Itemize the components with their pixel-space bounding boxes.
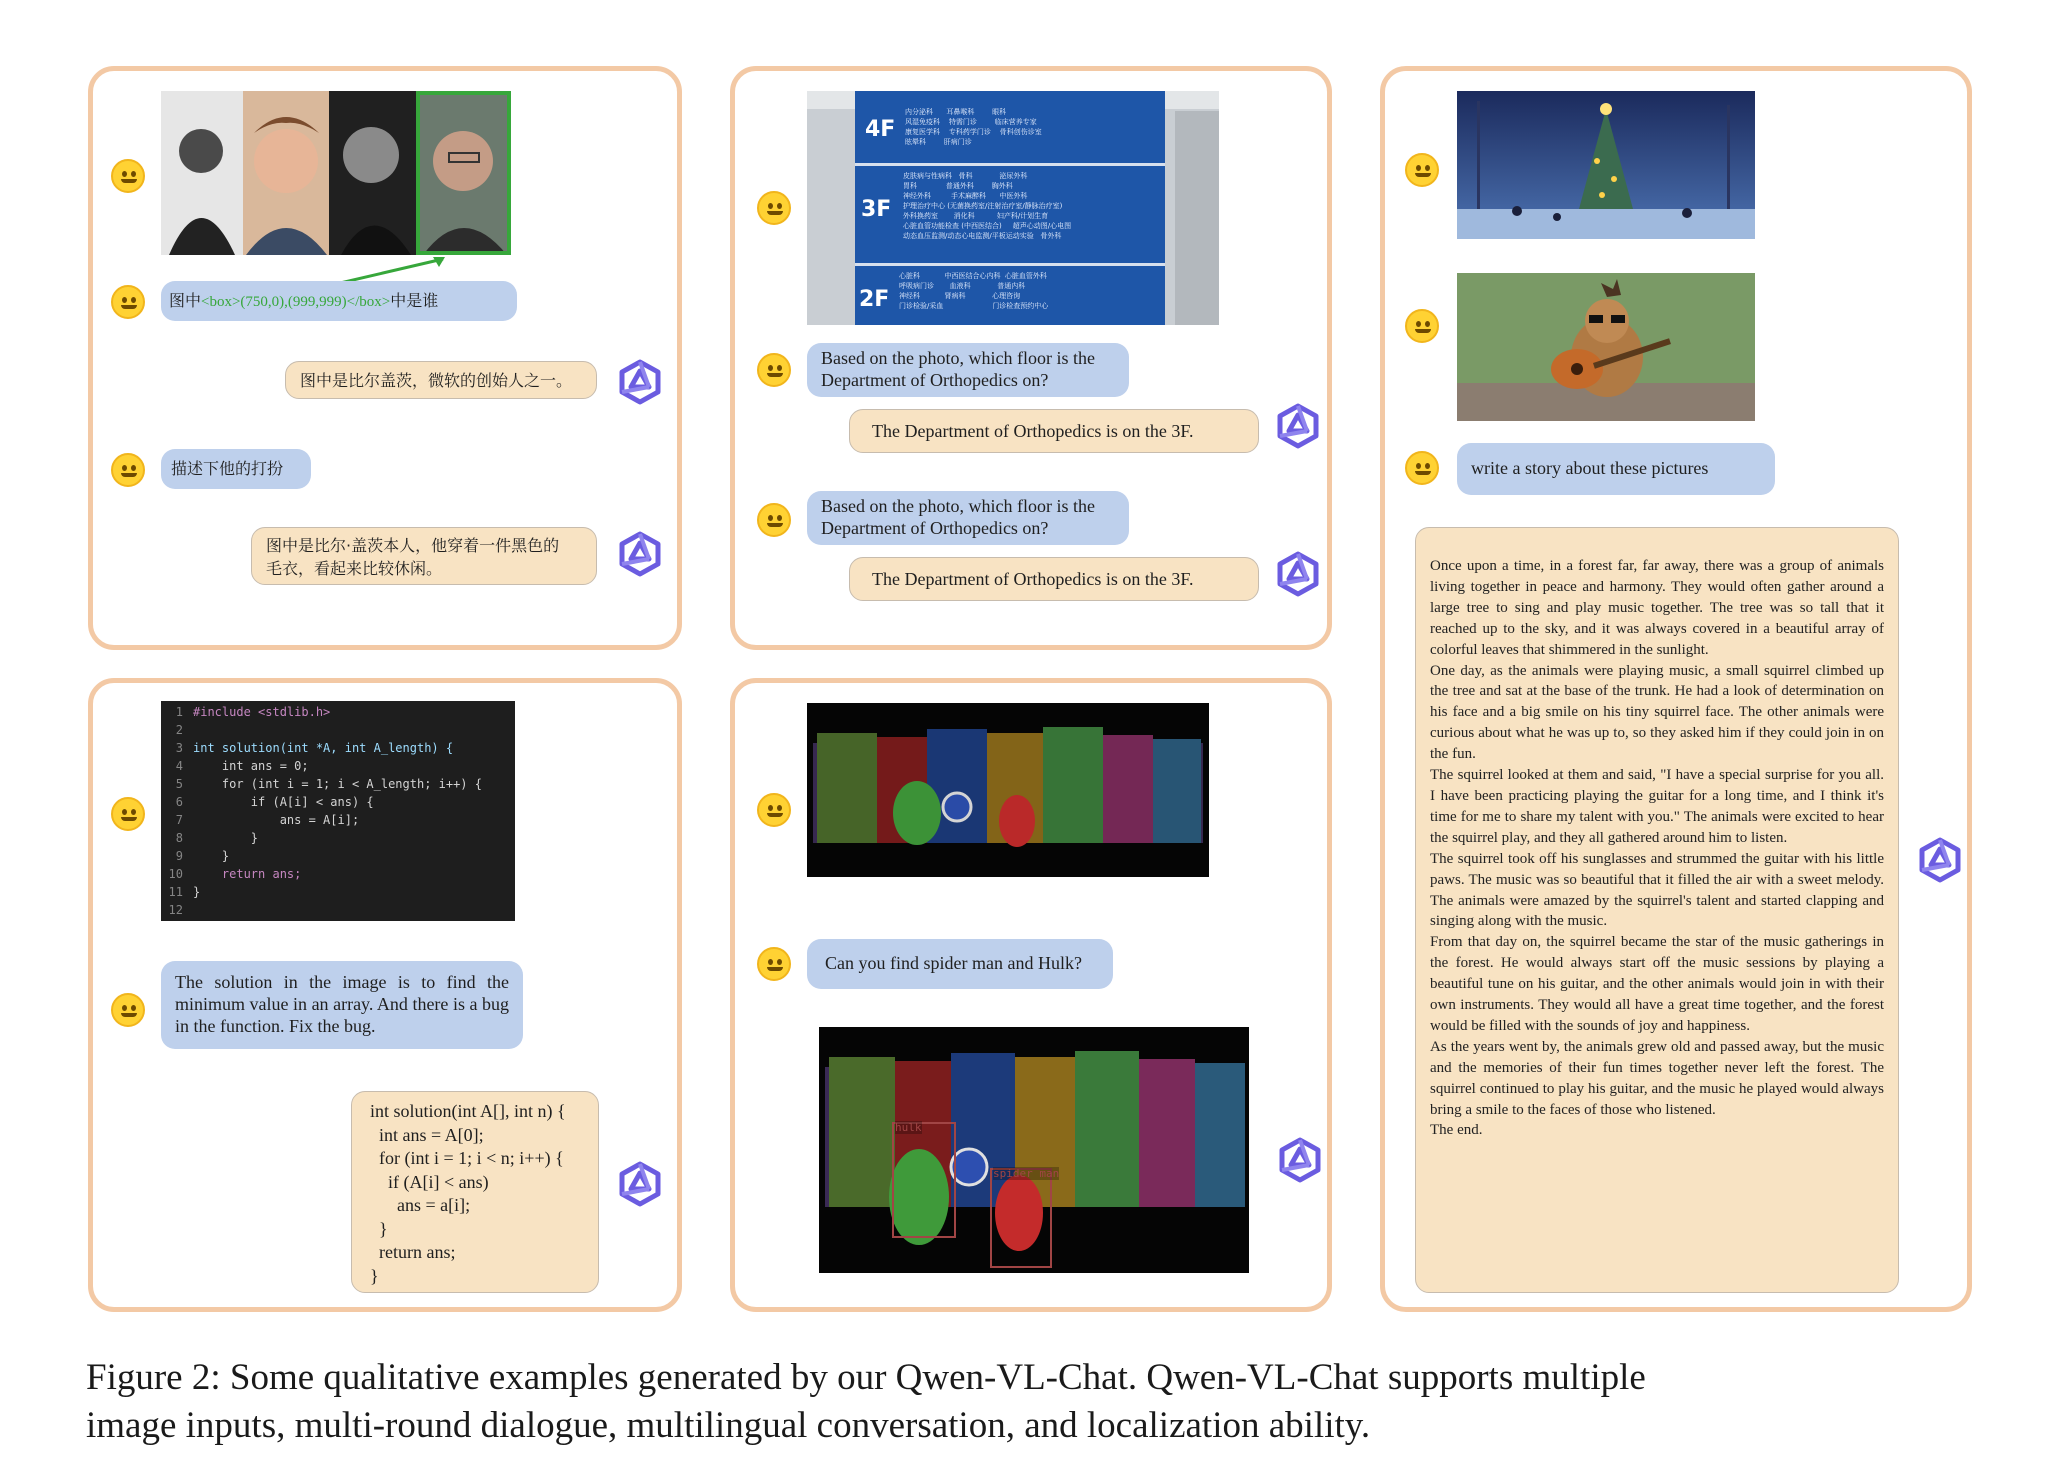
story-paragraph: One day, as the animals were playing music, a small squirrel climbed up the tree and sat at the base of the trunk. He had a look of determination on his face and a big smile on his tiny squirrel face. The other animals were curious about what he was up to, so they asked him if they could join in on the fun. — [1430, 662, 1884, 763]
answer-code-line: ans = a[i]; — [370, 1195, 471, 1215]
answer-text: 图中是比尔盖茨，微软的创始人之一。 — [300, 371, 573, 390]
answer-text: The Department of Orthopedics is on the 3F. — [872, 421, 1194, 441]
answer-text: 图中是比尔·盖茨本人，他穿着一件黑色的 — [266, 536, 560, 555]
assistant-message — [251, 527, 597, 585]
qwen-logo-icon — [1273, 549, 1323, 599]
code-line: 10 return ans; — [168, 867, 302, 881]
answer-text: The Department of Orthopedics is on the 3F. — [872, 569, 1194, 589]
story-paragraph: The end. — [1430, 1122, 1483, 1139]
user-avatar-icon — [757, 793, 791, 827]
code-line: 6 if (A[i] < ans) { — [175, 795, 374, 809]
code-line: 4 int ans = 0; — [175, 759, 309, 773]
code-line: 7 ans = A[i]; — [175, 813, 360, 827]
spider-man-box-label: spider man — [993, 1167, 1060, 1180]
superheroes-image — [807, 703, 1209, 877]
assistant-message — [351, 1091, 599, 1293]
answer-code-line: return ans; — [370, 1242, 456, 1262]
user-message — [807, 491, 1129, 545]
user-avatar-icon — [757, 353, 791, 387]
code-line: 11 } — [168, 885, 201, 899]
assistant-message — [1415, 527, 1899, 1293]
floor-2f-label: 2F — [859, 287, 890, 312]
panel-story — [1380, 66, 1972, 1312]
question-text: Department of Orthopedics on? — [821, 370, 1049, 390]
panel-code-fix — [88, 678, 682, 1312]
panel-hospital-sign — [730, 66, 1332, 650]
answer-code-line: for (int i = 1; i < n; i++) { — [370, 1148, 564, 1168]
user-message — [161, 961, 523, 1049]
user-avatar-icon — [1405, 153, 1439, 187]
hospital-sign-image — [807, 91, 1219, 325]
hulk-box-label: hulk — [895, 1121, 922, 1134]
user-message — [807, 343, 1129, 397]
box-coordinates: <box>(750,0),(999,999)</box> — [201, 294, 391, 310]
user-message — [1457, 443, 1775, 495]
question-text: Can you find spider man and Hulk? — [825, 953, 1082, 973]
code-line: 9 } — [175, 849, 230, 863]
user-message — [161, 449, 311, 489]
code-line: 1 #include <stdlib.h> — [175, 705, 331, 719]
qwen-logo-icon — [615, 357, 665, 407]
floor-4f-label: 4F — [865, 117, 896, 142]
story-text — [1430, 556, 1884, 1141]
superheroes-detected-image — [819, 1027, 1249, 1273]
sign-4f-departments: 内分泌科 耳鼻喉科 眼科 风湿免疫科 特需门诊 临床营养专家 康复医学科 专科药学门诊 骨科创伤诊室 眩晕科 肝病门诊 — [905, 108, 1042, 146]
portraits-image — [161, 91, 511, 255]
qwen-logo-icon — [1275, 1135, 1325, 1185]
question-text: 中是谁 — [390, 291, 439, 310]
sign-2f-departments: 心脏科 中西医结合心内科 心脏血管外科 呼吸病门诊 血液科 普通内科 神经科 肾病科 心理咨询 门诊检验/采血 门诊检查预约中心 — [899, 272, 1049, 310]
qwen-logo-icon — [615, 1159, 665, 1209]
question-text: Department of Orthopedics on? — [821, 518, 1049, 538]
user-avatar-icon — [111, 159, 145, 193]
sign-3f-departments: 皮肤病与性病科 骨科 泌尿外科 胃科 普通外科 胸外科 神经外科 手术麻醉科 中医外科 护理治疗中心 (无菌换药室/注射治疗室/静脉治疗室) 外科换药室 消化科 妇产科/计划生育 心脏血管功能检查 (中西医结合) 超声心动图/心电图 动态血压监测/动态心电监测/平板运动实验 骨外科 — [903, 172, 1072, 240]
floor-3f-label: 3F — [861, 197, 892, 222]
answer-code-line: if (A[i] < ans) — [370, 1171, 489, 1192]
user-avatar-icon — [757, 191, 791, 225]
user-avatar-icon — [111, 453, 145, 487]
question-text: 描述下他的打扮 — [171, 459, 284, 478]
answer-code-line: } — [370, 1218, 388, 1239]
answer-code-line: int solution(int A[], int n) { — [370, 1101, 566, 1121]
story-paragraph: As the years went by, the animals grew old and passed away, but the music and the memories of their fun times together never left the forest. The squirrel continued to play his guitar, and the music he played would always bring a smile to the faces of those who listened. — [1430, 1038, 1884, 1118]
christmas-tree-image — [1457, 91, 1755, 239]
story-paragraph: The squirrel looked at them and said, "I have a special surprise for you all. I have been practicing playing the guitar for a long time, and I think it's time for me to share my talent with you." The animals were excited to hear the squirrel play, and they all gathered around him to listen. — [1430, 767, 1884, 846]
user-message — [807, 939, 1113, 989]
answer-code-line: int ans = A[0]; — [370, 1124, 484, 1145]
panel-marvel — [730, 678, 1332, 1312]
figure-caption — [86, 1354, 1986, 1450]
question-text: Based on the photo, which floor is the — [821, 496, 1095, 516]
answer-text: 毛衣，看起来比较休闲。 — [266, 559, 443, 578]
story-paragraph: Once upon a time, in a forest far, far away, there was a group of animals living together in peace and harmony. They would often gather around a large tree to sing and play music together. The tree was so tall that it reached up to the sky, and it was always covered in a beautiful array of colorful leaves that shimmered in the sunlight. — [1430, 558, 1884, 658]
code-line: 3 int solution(int *A, int A_length) { — [175, 741, 454, 755]
story-paragraph: The squirrel took off his sunglasses and strummed the guitar with his little paws. The music was so beautiful that it filled the air with a sweet melody. The animals were amazed by the squirrel's talent and started clapping and singing along with the music. — [1430, 850, 1884, 930]
caption-line: Figure 2: Some qualitative examples generated by our Qwen-VL-Chat. Qwen-VL-Chat supports multiple — [86, 1357, 1646, 1398]
code-line: 5 for (int i = 1; i < A_length; i++) { — [175, 777, 482, 791]
qwen-logo-icon — [615, 529, 665, 579]
user-avatar-icon — [111, 993, 145, 1027]
code-line: 12 — [168, 903, 183, 917]
story-paragraph: From that day on, the squirrel became the star of the music gatherings in the forest. He would always start off the music sessions by playing a beautiful tune on his guitar, and the other animals would join in with their own instruments. They would all have a great time together, and the forest would be filled with the sounds of joy and happiness. — [1430, 934, 1884, 1034]
assistant-message — [849, 557, 1259, 601]
panel-bill-gates — [88, 66, 682, 650]
question-text: Based on the photo, which floor is the — [821, 348, 1095, 368]
assistant-message — [849, 409, 1259, 453]
user-avatar-icon — [757, 947, 791, 981]
code-screenshot — [161, 701, 515, 921]
caption-line: image inputs, multi-round dialogue, multilingual conversation, and localization ability. — [86, 1405, 1371, 1446]
user-avatar-icon — [1405, 309, 1439, 343]
qwen-logo-icon — [1273, 401, 1323, 451]
question-text: 图中 — [169, 291, 202, 310]
user-avatar-icon — [111, 797, 145, 831]
user-avatar-icon — [111, 285, 145, 319]
question-text: write a story about these pictures — [1471, 458, 1709, 478]
user-avatar-icon — [757, 503, 791, 537]
answer-code-line: } — [370, 1265, 379, 1286]
code-line: 8 } — [175, 831, 259, 845]
user-message — [161, 281, 517, 321]
user-avatar-icon — [1405, 451, 1439, 485]
qwen-logo-icon — [1915, 835, 1965, 885]
squirrel-guitar-image — [1457, 273, 1755, 421]
question-text: The solution in the image is to find the minimum value in an array. And there is a bug in the function. Fix the bug. — [175, 972, 509, 1036]
code-line: 2 — [175, 723, 183, 737]
assistant-message — [285, 361, 597, 399]
